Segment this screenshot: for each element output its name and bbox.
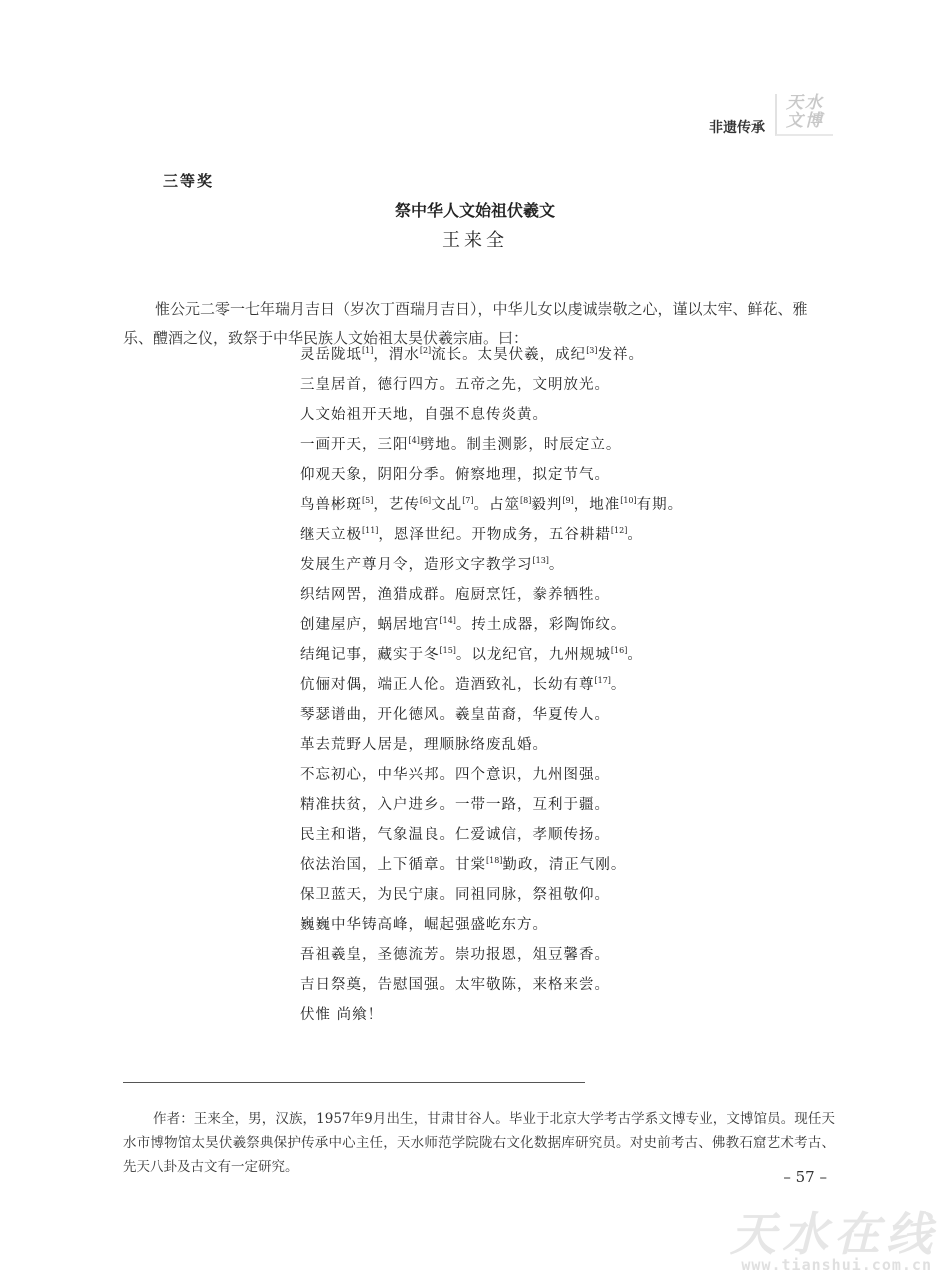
footnote-ref: [5]	[362, 496, 374, 505]
poem-text: 人文始祖开天地，自强不息传炎黄。	[300, 407, 548, 423]
poem-line	[300, 700, 860, 730]
poem-text: 发祥。	[597, 347, 645, 363]
poem-text: ，渭水	[373, 347, 420, 363]
poem-line	[300, 790, 860, 820]
poem-text: 伉俪对偶，端正人伦。造酒致礼，长幼有尊	[300, 677, 595, 693]
footnote-ref: [6]	[419, 496, 432, 505]
poem-text: 织结网罟，渔猎成群。庖厨烹饪，豢养牺牲。	[300, 587, 610, 603]
poem-text: 劈地。制圭测影，时辰定立。	[419, 437, 622, 453]
poem-text: 吉日祭奠，告慰国强。太牢敬陈，来格来尝。	[300, 977, 610, 993]
poem-line	[300, 580, 860, 610]
poem-text: 吾祖羲皇，圣德流芳。崇功报恩，俎豆馨香。	[300, 947, 610, 963]
footnote-ref: [12]	[610, 526, 628, 535]
poem-text: 精准扶贫，入户进乡。一带一路，互利于疆。	[300, 797, 610, 813]
footnote-ref: [3]	[586, 346, 598, 355]
poem-text: 不忘初心，中华兴邦。四个意识，九州图强。	[300, 767, 610, 783]
poem-line	[300, 670, 860, 700]
intro-paragraph: 惟公元二零一七年瑞月吉日（岁次丁酉瑞月吉日），中华儿女以虔诚崇敬之心，谨以太牢、鲜花、雅乐、醴酒之仪，致祭于中华民族人文始祖太昊伏羲宗庙。曰：	[123, 300, 808, 347]
poem-text: 。占筮	[473, 497, 521, 513]
poem-line	[300, 940, 860, 970]
logo-text-top: 天水	[786, 93, 824, 113]
footnote-ref: [14]	[439, 616, 456, 625]
poem-text: 仰观天象，阴阳分季。俯察地理，拟定节气。	[300, 467, 610, 483]
poem-text: 鸟兽彬斑	[300, 497, 362, 513]
footnote-ref: [4]	[408, 436, 420, 445]
footnote-ref: [2]	[419, 346, 432, 355]
poem-line	[300, 850, 860, 880]
poem-line	[300, 430, 860, 460]
poem-text: 巍巍中华铸高峰，崛起强盛屹东方。	[300, 917, 548, 933]
poem-text: 灵岳陇坻	[300, 347, 362, 363]
poem-text: ，艺传	[373, 497, 420, 513]
site-watermark: 天水在线	[730, 1207, 938, 1261]
poem-text: 。抟土成器，彩陶饰纹。	[455, 617, 627, 633]
poem-line	[300, 640, 860, 670]
poem-line	[300, 490, 860, 520]
footnote-ref: [18]	[486, 856, 503, 865]
poem-text: ，地准	[573, 497, 621, 513]
poem-text: 有期。	[636, 497, 684, 513]
poem-line	[300, 400, 860, 430]
poem-line	[300, 760, 860, 790]
footnote-ref: [8]	[520, 496, 532, 505]
poem-text: 文乩	[431, 497, 463, 513]
poem-text: 民主和谐，气象温良。仁爱诚信，孝顺传扬。	[300, 827, 610, 843]
footnote-ref: [7]	[462, 496, 474, 505]
poem-line	[300, 880, 860, 910]
author-bio: 作者：王来全，男，汉族，1957年9月出生，甘肃甘谷人。毕业于北京大学考古学系文博专业，文博馆员。现任天水市博物馆太昊伏羲祭典保护传承中心主任，天水师范学院陇右文化数据库研究员。对史前考古、佛教石窟艺术考古、先天八卦及古文有一定研究。	[123, 1110, 835, 1175]
poem-line	[300, 910, 860, 940]
poem-line	[300, 520, 860, 550]
footnote-ref: [17]	[594, 676, 611, 685]
poem-text: 继天立极	[300, 527, 362, 543]
poem-line	[300, 970, 860, 1000]
poem-text: 结绳记事，藏实于冬	[300, 647, 440, 663]
poem-text: 保卫蓝天，为民宁康。同祖同脉，祭祖敬仰。	[300, 887, 610, 903]
poem-text: 三皇居首，德行四方。五帝之先，文明放光。	[300, 377, 610, 393]
poem-line	[300, 820, 860, 850]
poem-text: 革去荒野人居是，理顺脉络废乱婚。	[300, 737, 548, 753]
poem-text: 。	[548, 557, 565, 573]
poem-text: 。以龙纪官，九州规城	[455, 647, 611, 663]
footnote-ref: [15]	[439, 646, 456, 655]
poem-line	[300, 730, 860, 760]
poem-text: 流长。太昊伏羲，成纪	[431, 347, 587, 363]
poem-text: ，恩泽世纪。开物成务，五谷耕耤	[378, 527, 611, 543]
watermark-url: www.tianshui.com.cn	[741, 1256, 932, 1274]
article-title: 祭中华人文始祖伏羲文	[394, 201, 555, 220]
footnote-ref: [9]	[562, 496, 574, 505]
poem-text: 毅判	[531, 497, 563, 513]
poem-text: 依法治国，上下循章。甘棠	[300, 857, 486, 873]
journal-logo	[775, 94, 833, 136]
footnote-divider	[123, 1082, 585, 1083]
poem-line	[300, 1000, 860, 1030]
poem-line	[300, 550, 860, 580]
footnote-ref: [16]	[610, 646, 628, 655]
poem-text: 。	[610, 677, 627, 693]
poem-body	[300, 340, 860, 1030]
poem-text: 勤政，清正气刚。	[502, 857, 627, 873]
poem-text: 琴瑟谱曲，开化德风。羲皇苗裔，华夏传人。	[300, 707, 610, 723]
footnote-ref: [10]	[620, 496, 637, 505]
poem-line	[300, 370, 860, 400]
poem-text: 。	[627, 527, 643, 543]
section-title: 非遗传承	[709, 120, 765, 136]
award-label: 三等奖	[163, 172, 215, 190]
poem-line	[300, 340, 860, 370]
poem-text: 创建屋庐，蜗居地宫	[300, 617, 440, 633]
logo-text-bottom: 文博	[786, 111, 824, 131]
page-number: – 57 –	[783, 1168, 827, 1186]
article-author: 王来全	[442, 230, 508, 251]
poem-line	[300, 460, 860, 490]
poem-line	[300, 610, 860, 640]
poem-text: 。	[627, 647, 643, 663]
footnote-ref: [11]	[362, 526, 379, 535]
poem-text: 一画开天，三阳	[300, 437, 409, 453]
footnote-ref: [1]	[362, 346, 374, 355]
poem-text: 发展生产尊月令，造形文字教学习	[300, 557, 533, 573]
poem-text: 伏惟 尚飨！	[300, 1007, 384, 1023]
footnote-ref: [13]	[532, 556, 549, 565]
